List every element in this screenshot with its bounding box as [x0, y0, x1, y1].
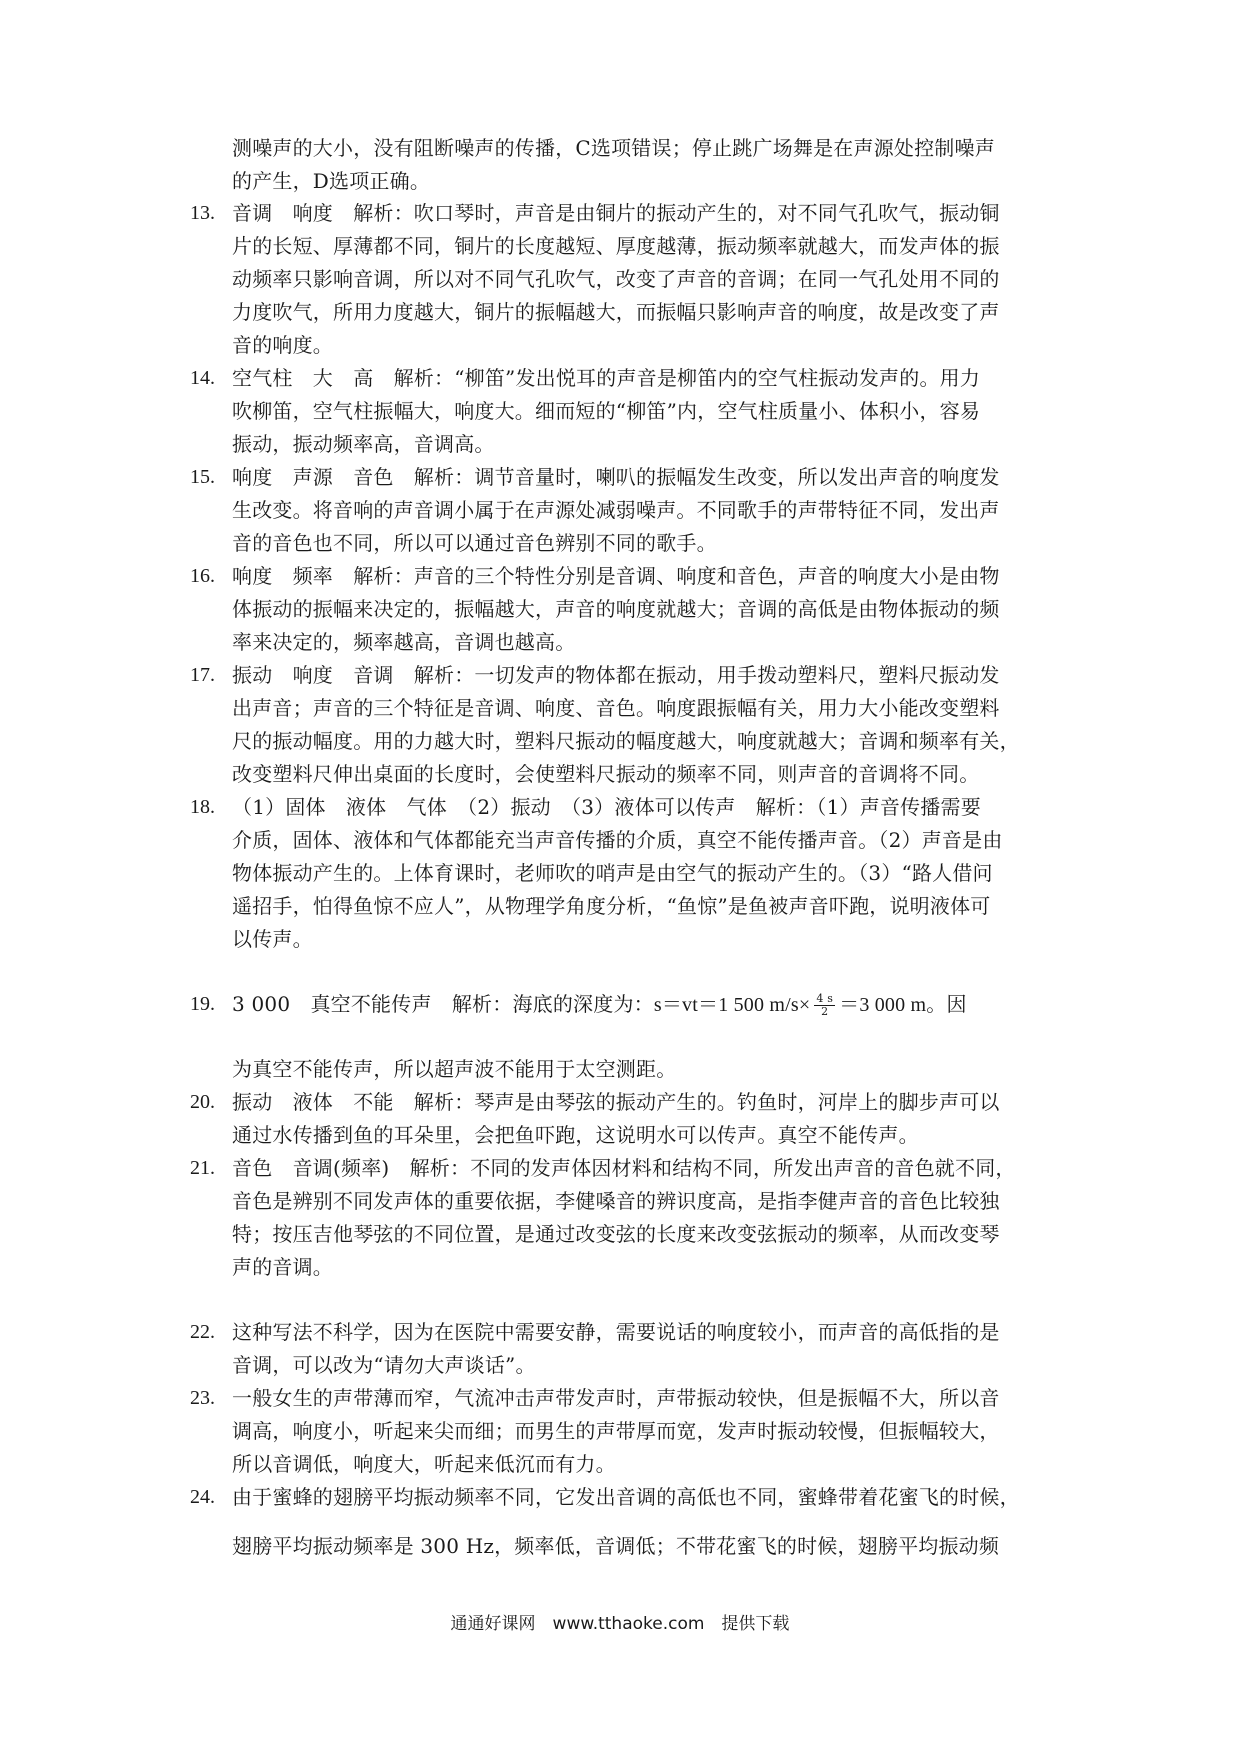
text-line: 所以音调低，响度大，听起来低沉而有力。 — [232, 1452, 616, 1476]
item-number: 21. — [190, 1157, 215, 1179]
text-line: 振动 液体 不能 解析：琴声是由琴弦的振动产生的。钓鱼时，河岸上的脚步声可以 — [232, 1090, 1000, 1114]
text-line: 空气柱 大 高 解析：“柳笛”发出悦耳的声音是柳笛内的空气柱振动发声的。用力 — [232, 366, 981, 390]
text-line: 改变塑料尺伸出桌面的长度时，会使塑料尺振动的频率不同，则声音的音调将不同。 — [232, 762, 980, 786]
text-line: 介质，固体、液体和气体都能充当声音传播的介质，真空不能传播声音。（2）声音是由 — [232, 828, 1003, 852]
item-number: 22. — [190, 1321, 215, 1343]
text-line: 测噪声的大小，没有阻断噪声的传播，C选项错误；停止跳广场舞是在声源处控制噪声 — [232, 136, 995, 160]
fraction-numerator: 4 s — [816, 992, 834, 1005]
item-number: 17. — [190, 664, 215, 686]
text-line: 音色是辨别不同发声体的重要依据，李健嗓音的辨识度高，是指李健声音的音色比较独 — [232, 1189, 1000, 1213]
page-footer: 通通好课网 www.tthaoke.com 提供下载 — [450, 1614, 790, 1634]
item19-prefix: 3 000 真空不能传声 解析：海底的深度为： — [232, 992, 654, 1016]
text-line: 音色 音调(频率) 解析：不同的发声体因材料和结构不同，所发出声音的音色就不同， — [232, 1156, 1016, 1180]
text-line: 力度吹气，所用力度越大，铜片的振幅越大，而振幅只影响声音的响度，故是改变了声 — [232, 300, 1000, 324]
fraction — [814, 993, 835, 1018]
text-line: 翅膀平均振动频率是 300 Hz，频率低，音调低；不带花蜜飞的时候，翅膀平均振动频 — [232, 1534, 1000, 1558]
text-line: 出声音；声音的三个特征是音调、响度、音色。响度跟振幅有关，用力大小能改变塑料 — [232, 696, 1000, 720]
item-number: 23. — [190, 1387, 215, 1409]
item-number: 24. — [190, 1486, 215, 1508]
text-line: 的产生，D选项正确。 — [232, 169, 431, 193]
text-line: 尺的振动幅度。用的力越大时，塑料尺振动的幅度越大，响度就越大；音调和频率有关， — [232, 729, 1020, 753]
text-line: 动频率只影响音调，所以对不同气孔吹气，改变了声音的音调；在同一气孔处用不同的 — [232, 267, 1000, 291]
item-number: 18. — [190, 796, 215, 818]
text-line: 为真空不能传声，所以超声波不能用于太空测距。 — [232, 1057, 677, 1081]
text-line: 率来决定的，频率越高，音调也越高。 — [232, 630, 576, 654]
formula-right: ＝3 000 m。因 — [839, 994, 967, 1016]
item-number: 16. — [190, 565, 215, 587]
item-number: 15. — [190, 466, 215, 488]
text-line: 音的音色也不同，所以可以通过音色辨别不同的歌手。 — [232, 531, 717, 555]
text-line: 生改变。将音响的声音调小属于在声源处减弱噪声。不同歌手的声带特征不同，发出声 — [232, 498, 1000, 522]
text-line: 调高，响度小，听起来尖而细；而男生的声带厚而宽，发声时振动较慢，但振幅较大， — [232, 1419, 1000, 1443]
text-line: 物体振动产生的。上体育课时，老师吹的哨声是由空气的振动产生的。（3）“路人借问 — [232, 861, 993, 885]
text-line: 特；按压吉他琴弦的不同位置，是通过改变弦的长度来改变弦振动的频率，从而改变琴 — [232, 1222, 1000, 1246]
text-line: 由于蜜蜂的翅膀平均振动频率不同，它发出音调的高低也不同，蜜蜂带着花蜜飞的时候， — [232, 1485, 1020, 1509]
text-line: 吹柳笛，空气柱振幅大，响度大。细而短的“柳笛”内，空气柱质量小、体积小，容易 — [232, 399, 981, 423]
text-line: 体振动的振幅来决定的，振幅越大，声音的响度就越大；音调的高低是由物体振动的频 — [232, 597, 1000, 621]
text-line: 通过水传播到鱼的耳朵里，会把鱼吓跑，这说明水可以传声。真空不能传声。 — [232, 1123, 919, 1147]
text-line: 片的长短、厚薄都不同，铜片的长度越短、厚度越薄，振动频率就越大，而发声体的振 — [232, 234, 1000, 258]
text-line: 响度 声源 音色 解析：调节音量时，喇叭的振幅发生改变，所以发出声音的响度发 — [232, 465, 1000, 489]
text-line: 音的响度。 — [232, 333, 333, 357]
text-line: 这种写法不科学，因为在医院中需要安静，需要说话的响度较小，而声音的高低指的是 — [232, 1320, 1000, 1344]
text-line: （1）固体 液体 气体 （2）振动 （3）液体可以传声 解析：（1）声音传播需要 — [232, 795, 981, 819]
item-number: 20. — [190, 1091, 215, 1113]
text-line: 一般女生的声带薄而窄，气流冲击声带发声时，声带振动较快，但是振幅不大，所以音 — [232, 1386, 1000, 1410]
text-line: 振动 响度 音调 解析：一切发声的物体都在振动，用手拨动塑料尺，塑料尺振动发 — [232, 663, 1000, 687]
text-line: 振动，振动频率高，音调高。 — [232, 432, 495, 456]
text-line: 音调，可以改为“请勿大声谈话”。 — [232, 1353, 536, 1377]
item-number: 14. — [190, 367, 215, 389]
formula-left: s＝vt＝1 500 m/s× — [653, 994, 811, 1016]
item-number: 13. — [190, 202, 215, 224]
text-line: 遥招手，怕得鱼惊不应人”，从物理学角度分析，“鱼惊”是鱼被声音吓跑，说明液体可 — [232, 894, 991, 918]
formula-line — [232, 988, 1062, 1021]
text-line: 响度 频率 解析：声音的三个特性分别是音调、响度和音色，声音的响度大小是由物 — [232, 564, 1000, 588]
text-line: 声的音调。 — [232, 1255, 333, 1279]
text-line: 音调 响度 解析：吹口琴时，声音是由铜片的振动产生的，对不同气孔吹气，振动铜 — [232, 201, 1000, 225]
fraction-denominator: 2 — [821, 1005, 829, 1018]
text-line: 以传声。 — [232, 927, 313, 951]
item-number: 19. — [190, 993, 215, 1015]
